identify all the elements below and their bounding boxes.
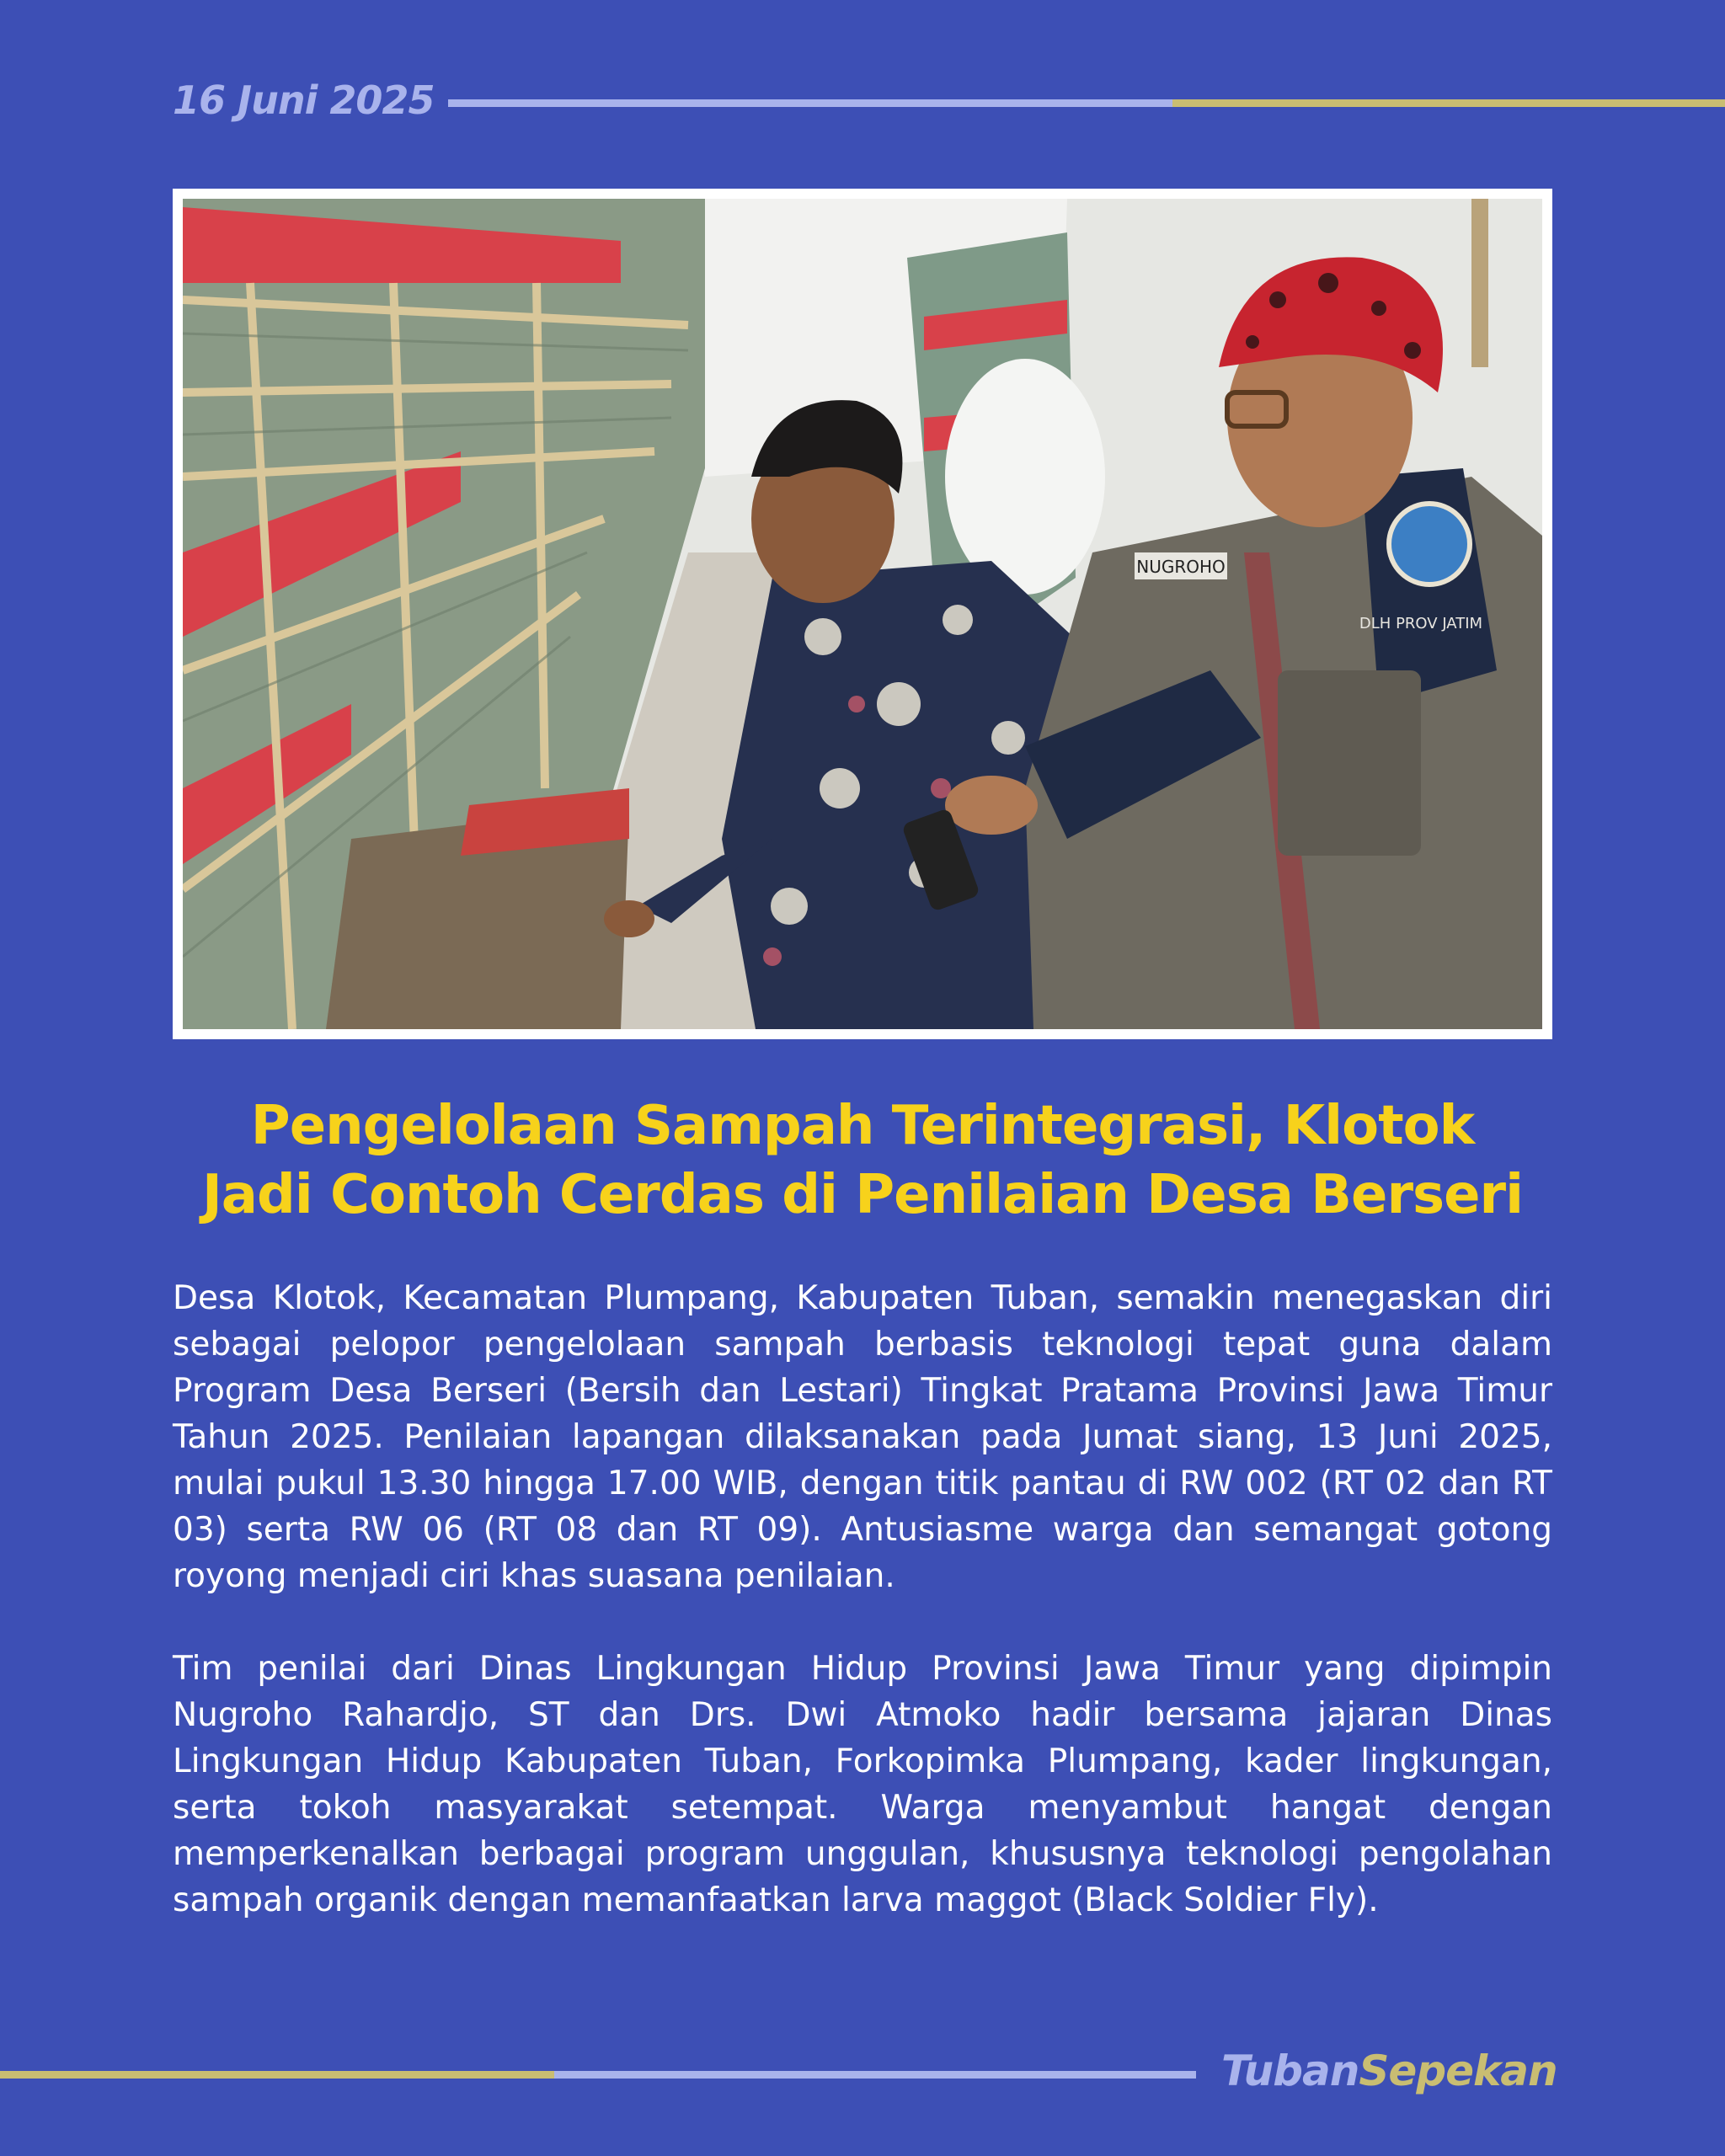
headline-line-2: Jadi Contoh Cerdas di Penilaian Desa Berseri: [201, 1164, 1524, 1226]
article-paragraph-1: Desa Klotok, Kecamatan Plumpang, Kabupaten Tuban, semakin menegaskan diri sebagai pelopor pengelolaan sampah berbasis teknologi tepat guna dalam Program Desa Berseri (Bersih dan Lestari) Tingkat Pratama Provinsi Jawa Timur Tahun 2025. Penilaian lapangan dilaksanakan pada Jumat siang, 13 Juni 2025, mulai pukul 13.30 hingga 17.00 WIB, dengan titik pantau di RW 002 (RT 02 dan RT 03) serta RW 06 (RT 08 dan RT 09). Antusiasme warga dan semangat gotong royong menjadi ciri khas suasana penilaian.: [173, 1279, 1552, 1595]
brand-part-2: Sepekan: [1359, 2047, 1557, 2095]
top-divider-light: [448, 99, 1172, 107]
article-paragraph-2: Tim penilai dari Dinas Lingkungan Hidup Provinsi Jawa Timur yang dipimpin Nugroho Rahardjo, ST dan Drs. Dwi Atmoko hadir bersama jajaran Dinas Lingkungan Hidup Kabupaten Tuban, Forkopimka Plumpang, kader lingkungan, serta tokoh masyarakat setempat. Warga menyambut hangat dengan memperkenalkan berbagai program unggulan, khususnya teknologi pengolahan sampah organik dengan memanfaatkan larva maggot (Black Soldier Fly).: [173, 1650, 1552, 1919]
top-divider-gold: [1172, 99, 1725, 107]
photo-illustration: [183, 199, 1542, 1029]
name-tag-text: NUGROHO: [1136, 557, 1226, 577]
post-date: 16 Juni 2025: [173, 77, 435, 123]
photo-frame: [173, 189, 1552, 1039]
badge-text: DLH PROV JATIM: [1359, 615, 1483, 632]
headline: [135, 1091, 1590, 1230]
headline-line-1: Pengelolaan Sampah Terintegrasi, Klotok: [250, 1095, 1475, 1157]
brand-logo: [1221, 2047, 1557, 2095]
news-photo: [183, 199, 1542, 1029]
bottom-divider-light: [554, 2071, 1196, 2079]
brand-part-1: Tuban: [1221, 2047, 1359, 2095]
article-body: [173, 1275, 1552, 1970]
bottom-divider-gold: [0, 2071, 554, 2079]
